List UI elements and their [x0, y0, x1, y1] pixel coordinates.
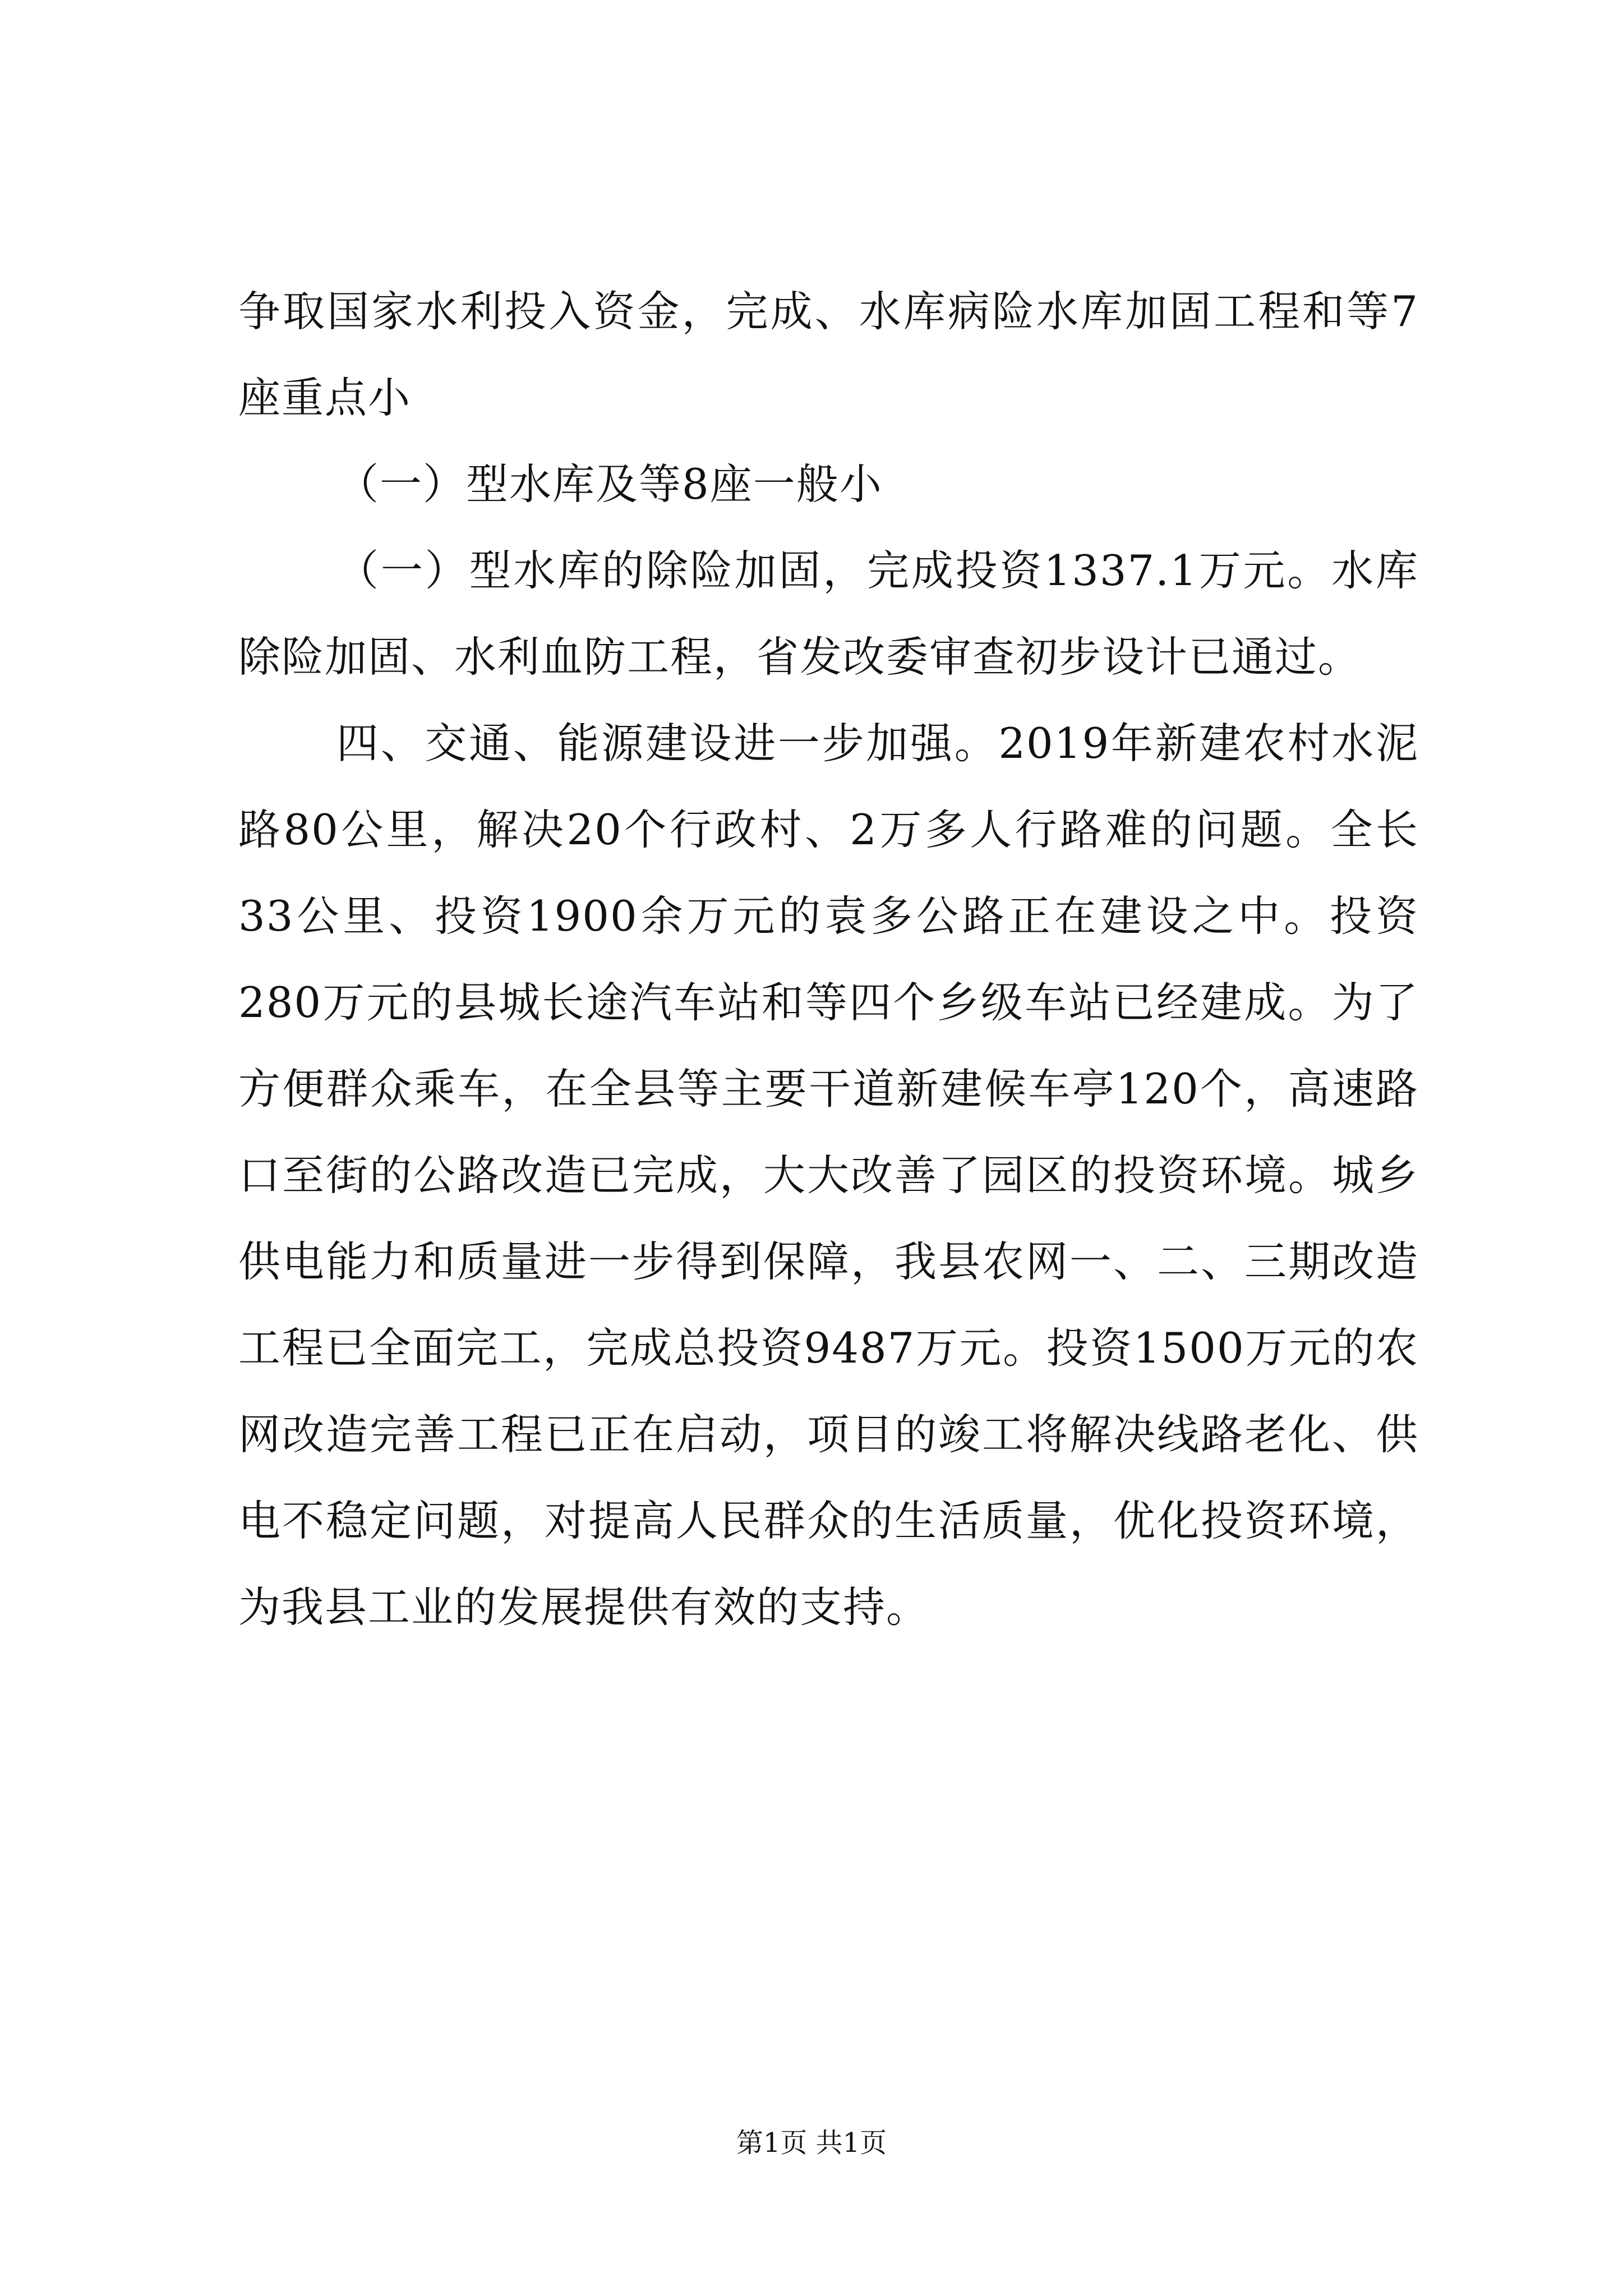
paragraph-2: （一）型水库及等8座一般小	[336, 459, 883, 509]
page-footer: 第1页 共1页	[736, 2127, 887, 2159]
paragraph-1: 争取国家水利投入资金，完成、水库病险水库加固工程和等7座重点小	[238, 287, 1419, 422]
paragraph-3: （一）型水库的除险加固，完成投资1337.1万元。水库除险加固、水利血防工程，省发改委审查初步设计已通过。	[238, 546, 1419, 682]
paragraph-4: 四、交通、能源建设进一步加强。2019年新建农村水泥路80公里，解决20个行政村、2万多人行路难的问题。全长33公里、投资1900余万元的袁多公路正在建设之中。投资280万元的县城长途汽车站和等四个乡级车站已经建成。为了方便群众乘车，在全县等主要干道新建候车亭120个，高速路口至街的公路改造已完成，大大改善了园区的投资环境。城乡供电能力和质量进一步得到保障，我县农网一、二、三期改造工程已全面完工，完成总投资9487万元。投资1500万元的农网改造完善工程已正在启动，项目的竣工将解决线路老化、供电不稳定问题，对提高人民群众的生活质量，优化投资环境，为我县工业的发展提供有效的支持。	[238, 719, 1419, 1632]
document-body	[238, 268, 1419, 1650]
